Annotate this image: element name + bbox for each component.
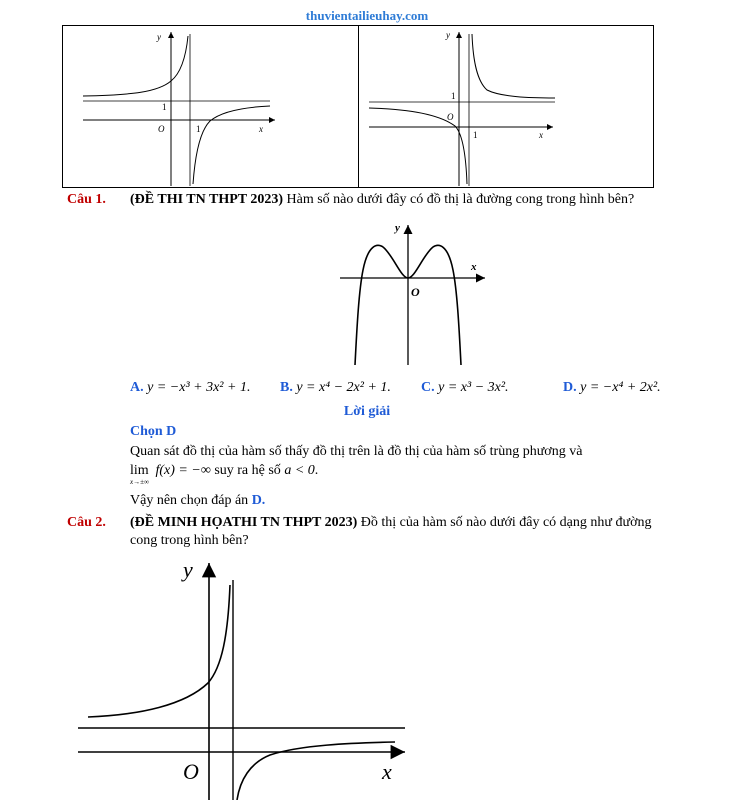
question-2-prompt-line-1: Đồ thị của hàm số nào dưới đây có dạng như đường <box>360 515 652 530</box>
x-label: x <box>382 759 392 784</box>
tick-y-label: 1 <box>451 91 456 101</box>
y-label: y <box>395 222 400 234</box>
option-d[interactable] <box>563 380 661 396</box>
solution-title: Lời giải <box>343 404 391 419</box>
tick-y-label: 1 <box>162 102 167 112</box>
option-d-text: y = −x⁴ + 2x². <box>580 380 661 395</box>
graph-table <box>62 25 654 188</box>
hyperbola-branch-left <box>83 36 188 96</box>
option-d-label: D. <box>563 380 577 395</box>
conclusion-prefix: Vậy nên chọn đáp án <box>130 493 249 508</box>
option-b-label: B. <box>280 380 293 395</box>
answer-choice: Chọn D <box>130 424 177 439</box>
limit-subscript: x→±∞ <box>130 478 149 486</box>
origin-label: O <box>447 112 454 122</box>
question-1-source: (ĐỀ THI TN THPT 2023) <box>130 192 284 207</box>
origin-label: O <box>158 124 165 134</box>
conclusion <box>130 493 265 509</box>
y-label: y <box>446 30 450 40</box>
x-label: x <box>539 130 543 140</box>
question-2-number: Câu 2. <box>67 515 106 530</box>
conclusion-answer: D. <box>251 493 266 508</box>
question-2-source: (ĐỀ MINH HỌATHI TN THPT 2023) <box>130 515 358 530</box>
question-2-prompt-line-2: cong trong hình bên? <box>130 533 249 548</box>
coefficient-condition: a < 0 <box>284 463 315 478</box>
explanation-line-1: Quan sát đồ thị của hàm số thấy đồ thị trên là đồ thị của hàm số trùng phương và <box>130 444 583 459</box>
x-label: x <box>471 261 477 273</box>
hyperbola-branch-right <box>193 106 270 184</box>
question-1-text <box>130 192 634 208</box>
y-label: y <box>183 557 193 582</box>
question-1-number: Câu 1. <box>67 192 106 207</box>
limit-symbol: lim <box>130 463 149 478</box>
option-a-label: A. <box>130 380 144 395</box>
limit-expression: f(x) = −∞ <box>155 463 211 478</box>
period: . <box>314 463 319 478</box>
tick-x-label: 1 <box>473 130 478 140</box>
question-2-graph <box>70 555 420 800</box>
origin-label: O <box>183 759 199 784</box>
explanation-line-2 <box>130 463 319 486</box>
option-c[interactable] <box>421 380 509 396</box>
question-1-prompt: Hàm số nào dưới đây có đồ thị là đường cong trong hình bên? <box>286 192 635 207</box>
hyperbola-branch-right <box>472 34 555 98</box>
option-a-text: y = −x³ + 3x² + 1. <box>147 380 251 395</box>
option-c-label: C. <box>421 380 435 395</box>
question-2-text <box>130 515 651 531</box>
right-graph <box>359 26 653 187</box>
origin-label: O <box>411 285 420 299</box>
option-a[interactable] <box>130 380 250 396</box>
explanation-suffix: suy ra hệ số <box>214 463 281 478</box>
x-label: x <box>259 124 263 134</box>
tick-x-label: 1 <box>196 124 201 134</box>
option-b-text: y = x⁴ − 2x² + 1. <box>296 380 391 395</box>
question-1-graph <box>335 215 495 370</box>
left-graph <box>63 26 358 187</box>
y-label: y <box>157 32 161 42</box>
hyperbola-branch-right <box>237 742 395 800</box>
option-b[interactable] <box>280 380 391 396</box>
option-c-text: y = x³ − 3x². <box>438 380 509 395</box>
watermark: thuvientailieuhay.com <box>305 8 429 23</box>
